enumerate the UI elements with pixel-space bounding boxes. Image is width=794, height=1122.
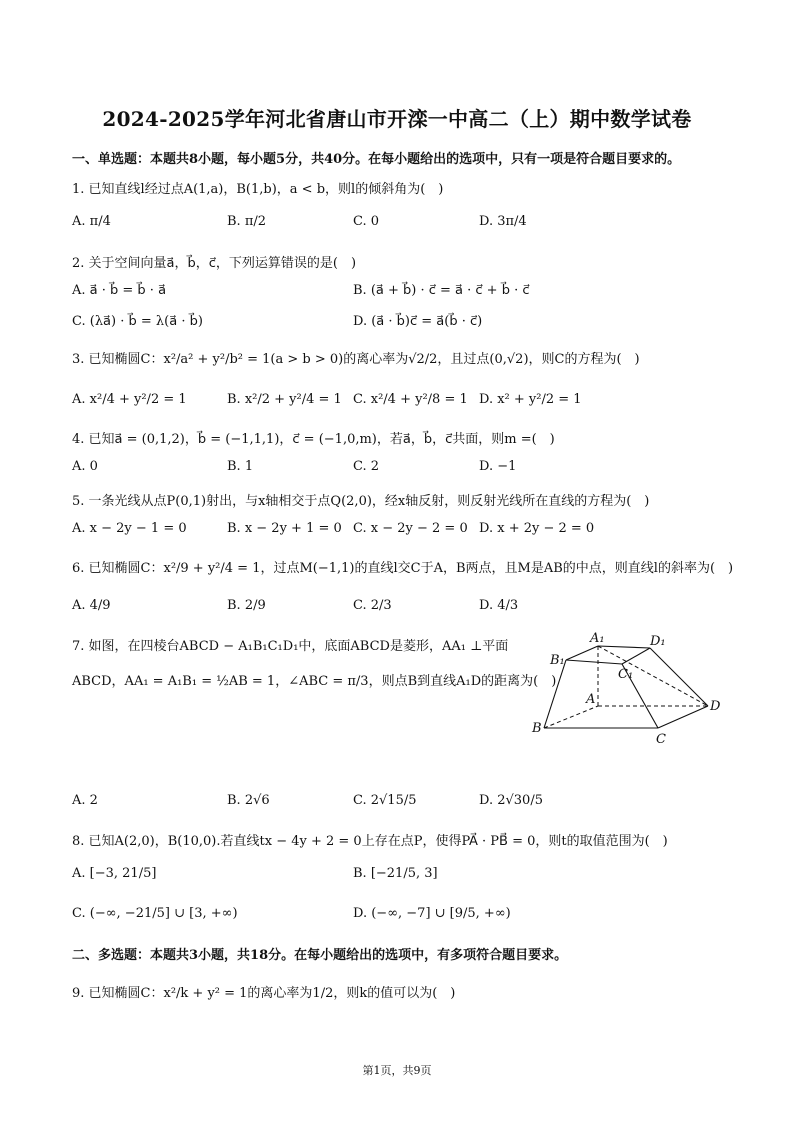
edge-b-a-hidden xyxy=(544,706,598,728)
option-d: D. 4/3 xyxy=(479,598,519,613)
option-c: C. 0 xyxy=(353,214,380,229)
options-row xyxy=(72,214,732,236)
frustum-figure xyxy=(530,628,730,748)
options-row xyxy=(72,866,732,888)
option-c: C. x²/4 + y²/8 = 1 xyxy=(353,392,468,407)
option-b: B. π/2 xyxy=(227,214,267,229)
option-d: D. 2√30/5 xyxy=(479,793,543,808)
edge-b1-c1 xyxy=(566,660,622,664)
option-c: C. (−∞, −21/5] ∪ [3, +∞) xyxy=(72,906,238,921)
section-heading-multiple-choice: 二、多选题：本题共3小题，共18分。在每小题给出的选项中，有多项符合题目要求。 xyxy=(72,948,568,963)
option-b: B. 1 xyxy=(227,459,254,474)
question-2: 2. 关于空间向量a⃗，b⃗，c⃗，下列运算错误的是( ) xyxy=(72,256,357,271)
option-b: B. 2/9 xyxy=(227,598,266,613)
label-b1: B₁ xyxy=(550,653,565,668)
option-c: C. 2/3 xyxy=(353,598,392,613)
option-c: C. 2√15/5 xyxy=(353,793,417,808)
page-title: 2024-2025学年河北省唐山市开滦一中高二（上）期中数学试卷 xyxy=(102,107,692,131)
edge-b1-a1 xyxy=(566,646,598,660)
label-d1: D₁ xyxy=(650,634,666,649)
section-heading-single-choice: 一、单选题：本题共8小题，每小题5分，共40分。在每小题给出的选项中，只有一项是符合题目要求的。 xyxy=(72,152,681,167)
option-b: B. x²/2 + y²/4 = 1 xyxy=(227,392,342,407)
option-a: A. x²/4 + y²/2 = 1 xyxy=(72,392,187,407)
option-a: A. 0 xyxy=(72,459,98,474)
option-b: B. [−21/5, 3] xyxy=(353,866,438,881)
option-d: D. x² + y²/2 = 1 xyxy=(479,392,582,407)
options-row xyxy=(72,392,732,414)
options-row xyxy=(72,598,732,620)
question-7-line-2: ABCD，AA₁ = A₁B₁ = ½AB = 1，∠ABC = π/3，则点B到直线A₁D的距离为( ) xyxy=(72,674,557,689)
option-d: D. −1 xyxy=(479,459,517,474)
question-3: 3. 已知椭圆C：x²/a² + y²/b² = 1(a > b > 0)的离心率为√2/2，且过点(0,√2)，则C的方程为( ) xyxy=(72,352,640,367)
option-a: A. π/4 xyxy=(72,214,111,229)
label-c1: C₁ xyxy=(618,667,634,682)
edge-a1-d-hidden xyxy=(598,646,708,706)
question-4: 4. 已知a⃗ = (0,1,2)，b⃗ = (−1,1,1)，c⃗ = (−1,0,m)，若a⃗，b⃗，c⃗共面，则m =( ) xyxy=(72,432,555,447)
option-b: B. 2√6 xyxy=(227,793,270,808)
edge-d1-c1 xyxy=(622,648,650,664)
question-8: 8. 已知A(2,0)，B(10,0).若直线tx − 4y + 2 = 0上存在点P，使得PA⃗ · PB⃗ = 0，则t的取值范围为( ) xyxy=(72,834,668,849)
option-c: C. (λa⃗) · b⃗ = λ(a⃗ · b⃗) xyxy=(72,314,203,329)
option-a: A. 2 xyxy=(72,793,98,808)
option-b: B. (a⃗ + b⃗) · c⃗ = a⃗ · c⃗ + b⃗ · c⃗ xyxy=(353,283,530,298)
label-b: B xyxy=(532,721,542,736)
option-a: A. a⃗ · b⃗ = b⃗ · a⃗ xyxy=(72,283,167,298)
edge-b1-b xyxy=(544,660,566,728)
edge-a1-d1 xyxy=(598,646,650,648)
label-d: D xyxy=(710,699,721,714)
edge-c-d xyxy=(658,706,708,728)
question-5: 5. 一条光线从点P(0,1)射出，与x轴相交于点Q(2,0)，经x轴反射，则反射光线所在直线的方程为( ) xyxy=(72,494,650,509)
label-c: C xyxy=(656,732,666,747)
question-7: 7. 如图，在四棱台ABCD − A₁B₁C₁D₁中，底面ABCD是菱形，AA₁ ⊥平面 xyxy=(72,639,509,654)
option-b: B. x − 2y + 1 = 0 xyxy=(227,521,342,536)
options-row xyxy=(72,314,732,336)
question-6: 6. 已知椭圆C：x²/9 + y²/4 = 1，过点M(−1,1)的直线l交C于A，B两点，且M是AB的中点，则直线l的斜率为( ) xyxy=(72,561,734,576)
option-c: C. 2 xyxy=(353,459,380,474)
options-row xyxy=(72,283,732,305)
option-d: D. 3π/4 xyxy=(479,214,527,229)
option-a: A. [−3, 21/5] xyxy=(72,866,157,881)
options-row xyxy=(72,521,732,543)
option-d: D. (a⃗ · b⃗)c⃗ = a⃗(b⃗ · c⃗) xyxy=(353,314,483,329)
option-c: C. x − 2y − 2 = 0 xyxy=(353,521,468,536)
question-9: 9. 已知椭圆C：x²/k + y² = 1的离心率为1/2，则k的值可以为( ) xyxy=(72,986,456,1001)
edge-d1-d xyxy=(650,648,708,706)
option-d: D. (−∞, −7] ∪ [9/5, +∞) xyxy=(353,906,511,921)
options-row xyxy=(72,906,732,928)
option-a: A. 4/9 xyxy=(72,598,111,613)
option-d: D. x + 2y − 2 = 0 xyxy=(479,521,595,536)
options-row xyxy=(72,793,732,815)
label-a1: A₁ xyxy=(590,631,605,646)
options-row xyxy=(72,459,732,481)
label-a: A xyxy=(586,692,596,707)
option-a: A. x − 2y − 1 = 0 xyxy=(72,521,187,536)
question-1: 1. 已知直线l经过点A(1,a)，B(1,b)，a < b，则l的倾斜角为( ) xyxy=(72,182,444,197)
page-footer: 第1页，共9页 xyxy=(362,1064,432,1077)
